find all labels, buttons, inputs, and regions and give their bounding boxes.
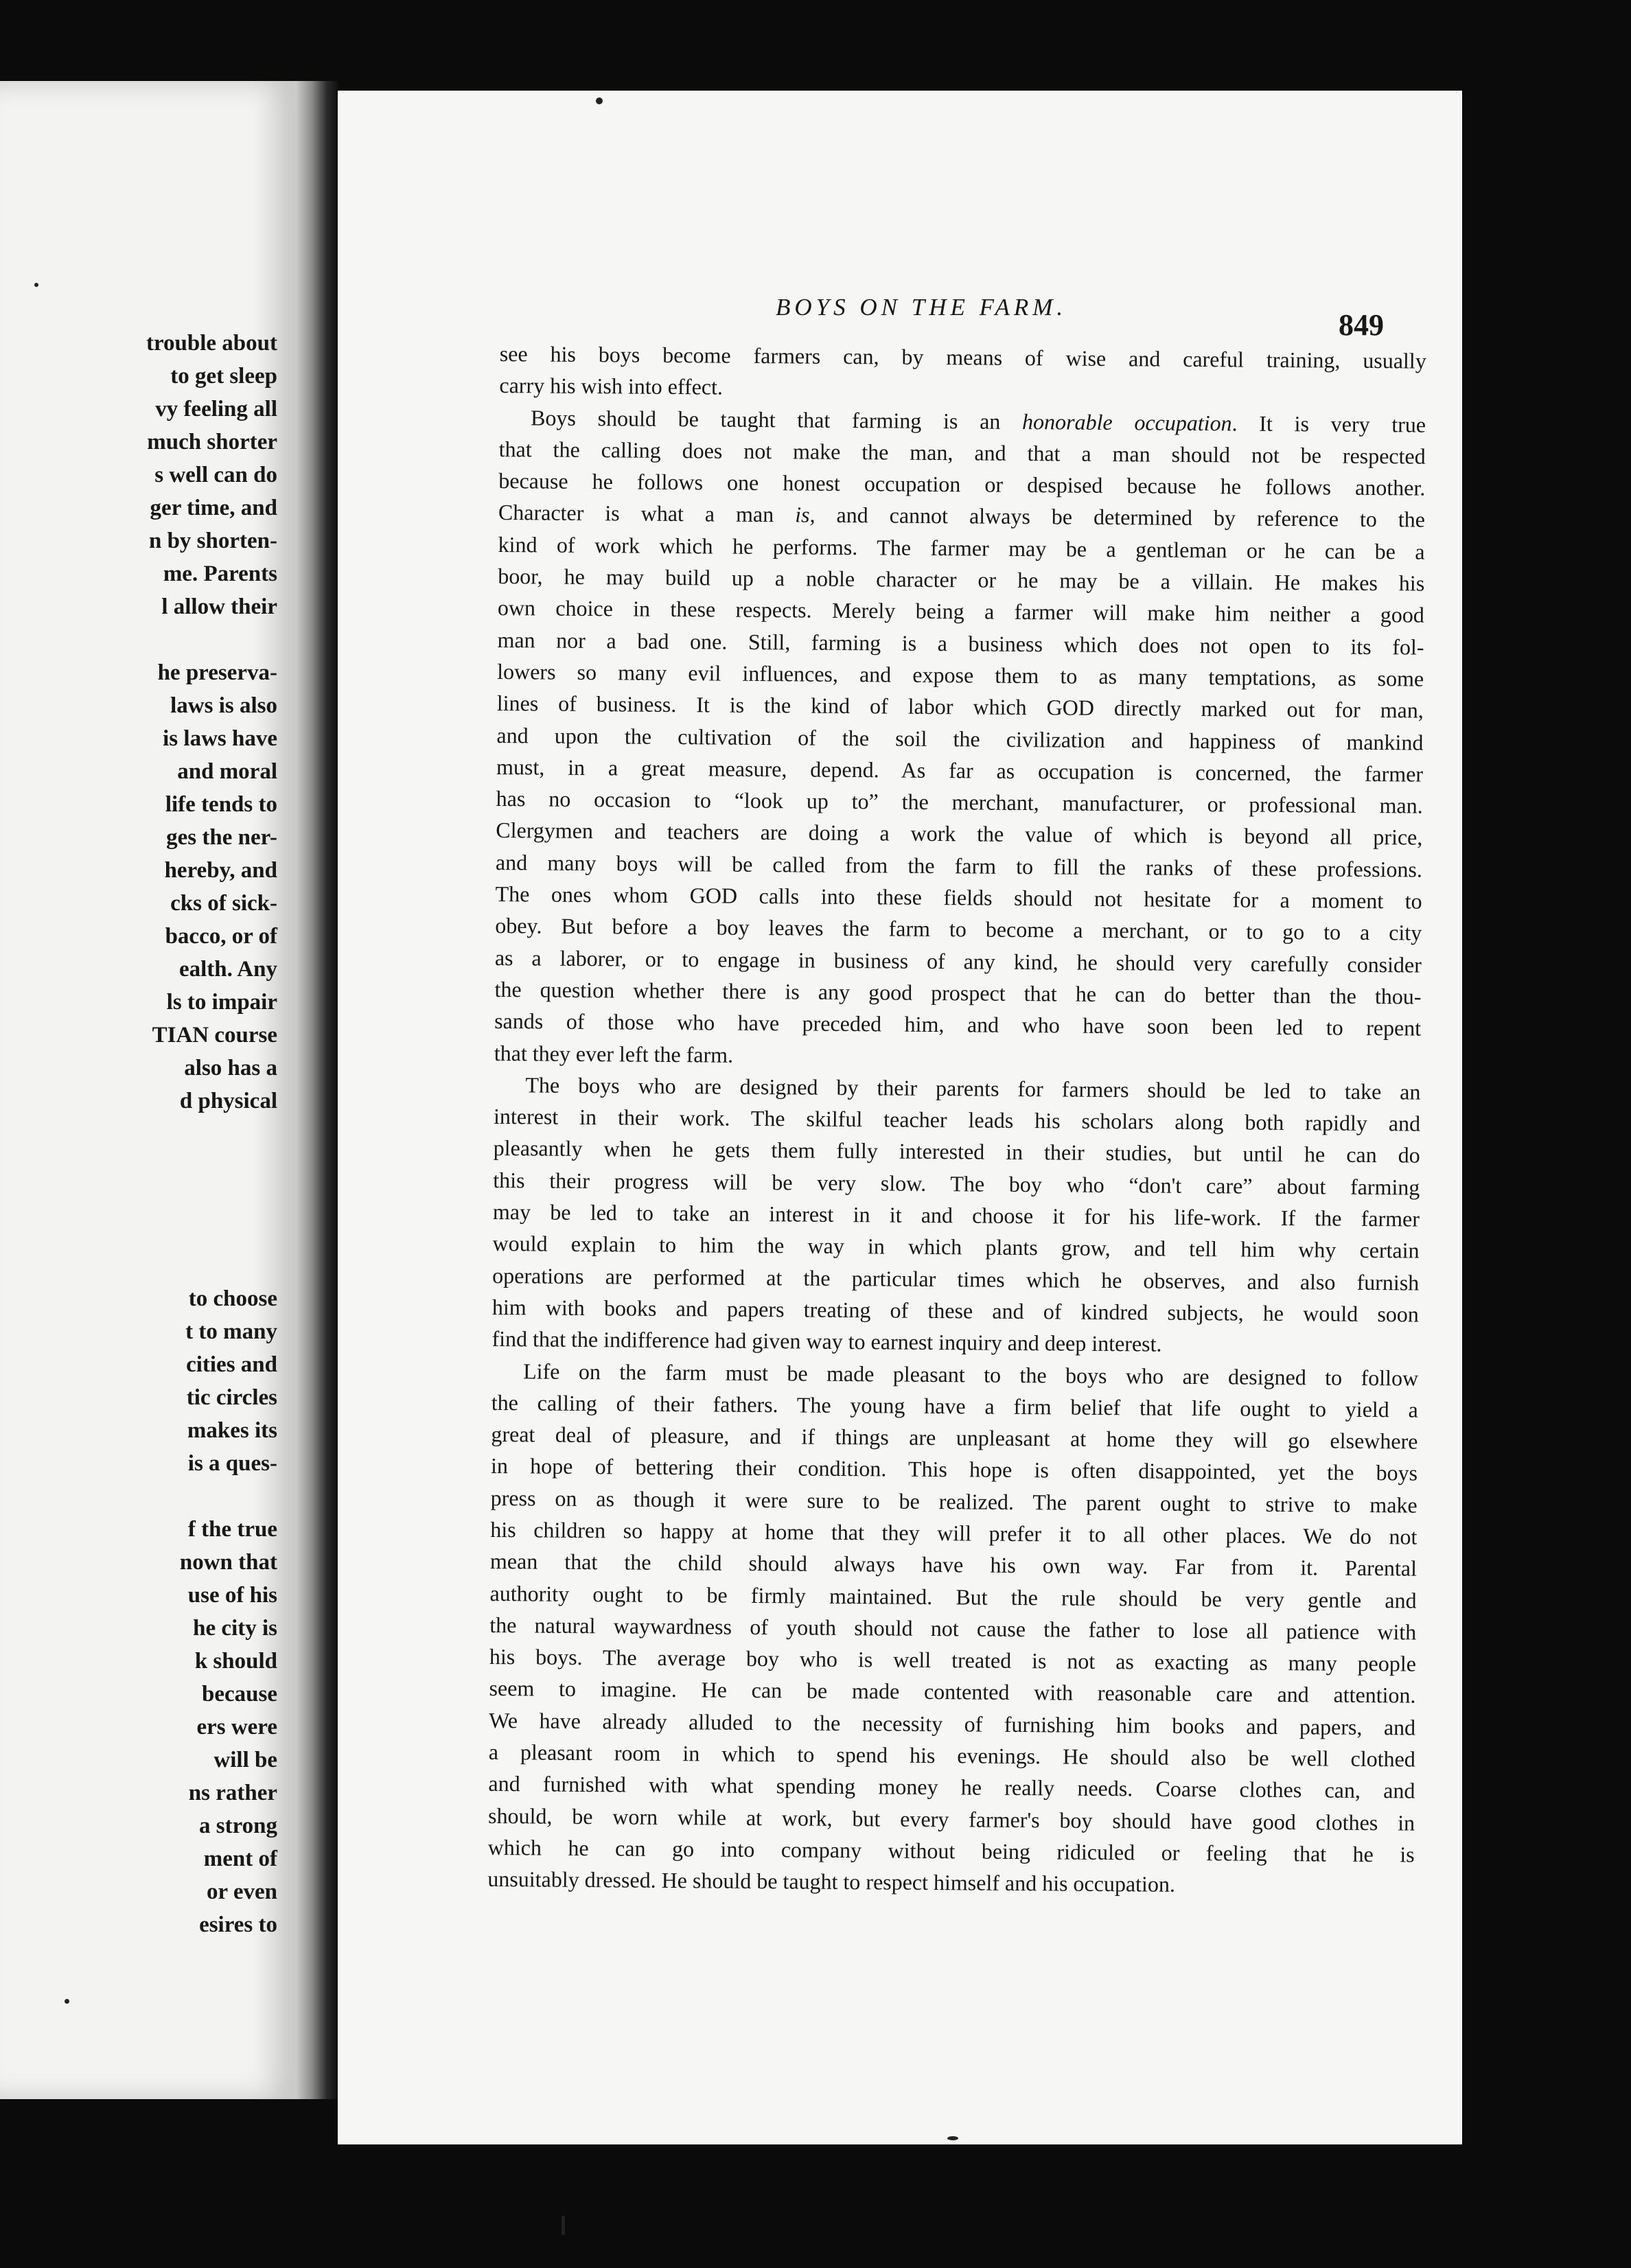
text-line: Boys should be taught that farming is an honorable occupation. It is very true — [530, 404, 1426, 437]
left-page-line: ers were — [196, 1715, 277, 1739]
left-page-line: is a ques- — [187, 1451, 277, 1476]
text-line: and upon the cultivation of the soil the civilization and happiness of mankind — [496, 722, 1424, 755]
text-line: him with books and papers treating of these and of kindred subjects, he would soon — [491, 1294, 1420, 1327]
left-page-line — [3, 1118, 291, 1150]
text-line: authority ought to be firmly maintained. But the rule should be very gentle and — [489, 1580, 1417, 1613]
text-line: lines of business. It is the kind of labor which GOD directly marked out for man, — [496, 691, 1424, 723]
scan-speck — [34, 283, 38, 287]
text-line: seem to imagine. He can be made contented with reasonable care and attention. — [489, 1676, 1416, 1709]
left-page-line: laws is also — [170, 693, 277, 718]
paragraph — [491, 1069, 1420, 1362]
left-page-line: d physical — [179, 1089, 277, 1113]
text-line: see his boys become farmers can, by means of wise and careful training, usually — [499, 340, 1426, 373]
text-line: because he follows one honest occupation or despised because he follows another. — [498, 468, 1426, 500]
left-page-line: will be — [213, 1748, 277, 1772]
left-page-line: bacco, or of — [165, 924, 277, 949]
left-page-line: vy feeling all — [155, 397, 277, 421]
page-number: 849 — [1339, 308, 1384, 342]
text-line: would explain to him the way in which plants grow, and tell him why certain — [492, 1231, 1420, 1263]
left-page-line — [3, 1216, 291, 1249]
text-line: that the calling does not make the man, and that a man should not be respected — [498, 436, 1426, 469]
left-page-line: much shorter — [147, 430, 277, 454]
scan-speck — [65, 1999, 69, 2004]
text-line: Character is what a man is, and cannot always be determined by reference to the — [498, 500, 1426, 533]
text-line: lowers so many evil influences, and expose them to as many temptations, as some — [497, 658, 1424, 691]
left-page-line: ment of — [203, 1847, 277, 1871]
left-page-line: ger time, and — [150, 496, 277, 520]
text-line: and furnished with what spending money he really needs. Coarse clothes can, and — [488, 1771, 1415, 1803]
left-page-line — [3, 1480, 291, 1513]
text-line: Life on the farm must be made pleasant to the boys who are designed to follow — [523, 1358, 1419, 1391]
scan-speck — [947, 2136, 958, 2140]
left-page-line: makes its — [187, 1418, 277, 1443]
left-page-line: t to many — [185, 1319, 277, 1344]
text-line: must, in a great measure, depend. As far as occupation is concerned, the farmer — [496, 754, 1424, 787]
left-page-line: cities and — [186, 1352, 277, 1377]
page-body-text — [487, 338, 1426, 1902]
text-line: the question whether there is any good prospect that he can do better than the thou- — [494, 976, 1422, 1009]
left-page-line: l allow their — [161, 594, 277, 619]
left-page-fragment — [0, 81, 295, 2099]
left-page-line: he city is — [193, 1616, 277, 1641]
left-page-line: he preserva- — [157, 660, 277, 685]
text-line: mean that the child should always have his own way. Far from it. Parental — [489, 1549, 1418, 1581]
left-page-line: tic circles — [186, 1385, 277, 1410]
text-line: that they ever left the farm. — [494, 1040, 734, 1067]
text-line: great deal of pleasure, and if things are unpleasant at home they will go elsewhere — [491, 1422, 1418, 1454]
text-line: man nor a bad one. Still, farming is a business which does not open to its fol- — [497, 627, 1424, 660]
left-page-line: or even — [207, 1879, 277, 1904]
left-page-line: hereby, and — [164, 858, 277, 883]
left-page-line: a strong — [199, 1814, 277, 1838]
text-line: as a laborer, or to engage in business of any kind, he should very carefully consider — [494, 945, 1422, 977]
scan-speck — [596, 97, 603, 104]
text-line: and many boys will be called from the farm to fill the ranks of these professions. — [495, 849, 1423, 882]
left-page-line: f the true — [187, 1517, 277, 1542]
text-line: the natural waywardness of youth should not cause the father to lose all patience with — [489, 1612, 1417, 1645]
text-line: the calling of their fathers. The young have a firm belief that life ought to yield a — [491, 1389, 1418, 1422]
running-head: BOYS ON THE FARM. — [776, 294, 1067, 321]
left-page-line: life tends to — [165, 792, 277, 817]
left-page-line: because — [202, 1682, 277, 1706]
text-line: in hope of bettering their condition. This hope is often disappointed, yet the boys — [490, 1453, 1418, 1485]
text-line: carry his wish into effect. — [499, 373, 724, 400]
left-page-line: nown that — [179, 1550, 277, 1575]
left-page-line — [3, 1183, 291, 1216]
left-page-text — [3, 327, 291, 1941]
left-page-line: k should — [194, 1649, 277, 1674]
paragraph — [494, 402, 1426, 1076]
left-page-line: also has a — [184, 1056, 277, 1080]
book-gutter — [295, 81, 338, 2099]
left-page-line: to choose — [188, 1286, 277, 1311]
text-line: Clergymen and teachers are doing a work the value of which is beyond all price, — [496, 818, 1423, 850]
left-page-line: TIAN course — [152, 1023, 277, 1048]
text-line: own choice in these respects. Merely being a farmer will make him neither a good — [497, 595, 1425, 627]
text-line: sands of those who have preceded him, and who have soon been led to repent — [494, 1008, 1422, 1041]
left-page-line: s well can do — [154, 463, 277, 487]
text-line: a pleasant room in which to spend his evenings. He should also be well clothed — [488, 1739, 1415, 1772]
text-line: may be led to take an interest in it and choose it for his life-work. If the farmer — [492, 1199, 1420, 1231]
text-line: unsuitably dressed. He should be taught to respect himself and his occupation. — [487, 1866, 1176, 1897]
left-page-line — [3, 1150, 291, 1183]
text-line: find that the indifference had given way to earnest inquiry and deep interest. — [491, 1326, 1162, 1356]
scan-speck — [562, 2216, 565, 2235]
text-line: kind of work which he performs. The farmer may be a gentleman or he can be a — [498, 531, 1425, 564]
left-page-line: n by shorten- — [148, 529, 277, 553]
text-line: has no occasion to “look up to” the merchant, manufacturer, or professional man. — [496, 786, 1423, 818]
left-page-line — [3, 1249, 291, 1282]
left-page-line: and moral — [177, 759, 277, 784]
text-line: obey. But before a boy leaves the farm to become a merchant, or to go to a city — [495, 913, 1422, 945]
text-line: We have already alluded to the necessity of furnishing him books and papers, and — [489, 1707, 1416, 1740]
text-line: interest in their work. The skilful teacher leads his scholars along both rapidly and — [493, 1104, 1421, 1136]
text-line: his children so happy at home that they will prefer it to all other places. We do not — [490, 1516, 1418, 1549]
text-line: should, be worn while at work, but every farmer's boy should have good clothes in — [487, 1803, 1415, 1836]
text-line: which he can go into company without being ridiculed or feeling that he is — [487, 1834, 1415, 1867]
text-line: The ones whom GOD calls into these fields should not hesitate for a moment to — [495, 881, 1422, 914]
left-page-line: ges the ner- — [166, 825, 277, 850]
text-line: operations are performed at the particular times which he observes, and also furnish — [492, 1262, 1420, 1295]
left-page-line: ns rather — [188, 1781, 277, 1805]
text-line: boor, he may build up a noble character or he may be a villain. He makes his — [498, 564, 1425, 596]
left-page-line: ls to impair — [166, 990, 277, 1015]
left-page-line: use of his — [187, 1583, 277, 1608]
text-line: pleasantly when he gets them fully interested in their studies, but until he can do — [493, 1135, 1420, 1168]
left-page-line — [3, 623, 291, 656]
left-page-line: ealth. Any — [178, 957, 277, 982]
text-line: press on as though it were sure to be realized. The parent ought to strive to make — [490, 1485, 1418, 1518]
text-line: his boys. The average boy who is well treated is not as exacting as many people — [489, 1644, 1417, 1676]
text-line: The boys who are designed by their parents for farmers should be led to take an — [525, 1072, 1421, 1104]
left-page-line: me. Parents — [163, 562, 277, 586]
left-page-line: is laws have — [163, 726, 277, 751]
paragraph — [499, 338, 1426, 408]
text-line: this their progress will be very slow. The boy who “don't care” about farming — [493, 1167, 1420, 1200]
left-page-line: esires to — [199, 1912, 277, 1937]
left-page-line: to get sleep — [170, 364, 277, 389]
left-page-line: cks of sick- — [170, 891, 277, 916]
left-page-line: trouble about — [146, 331, 277, 356]
paragraph — [487, 1354, 1418, 1902]
